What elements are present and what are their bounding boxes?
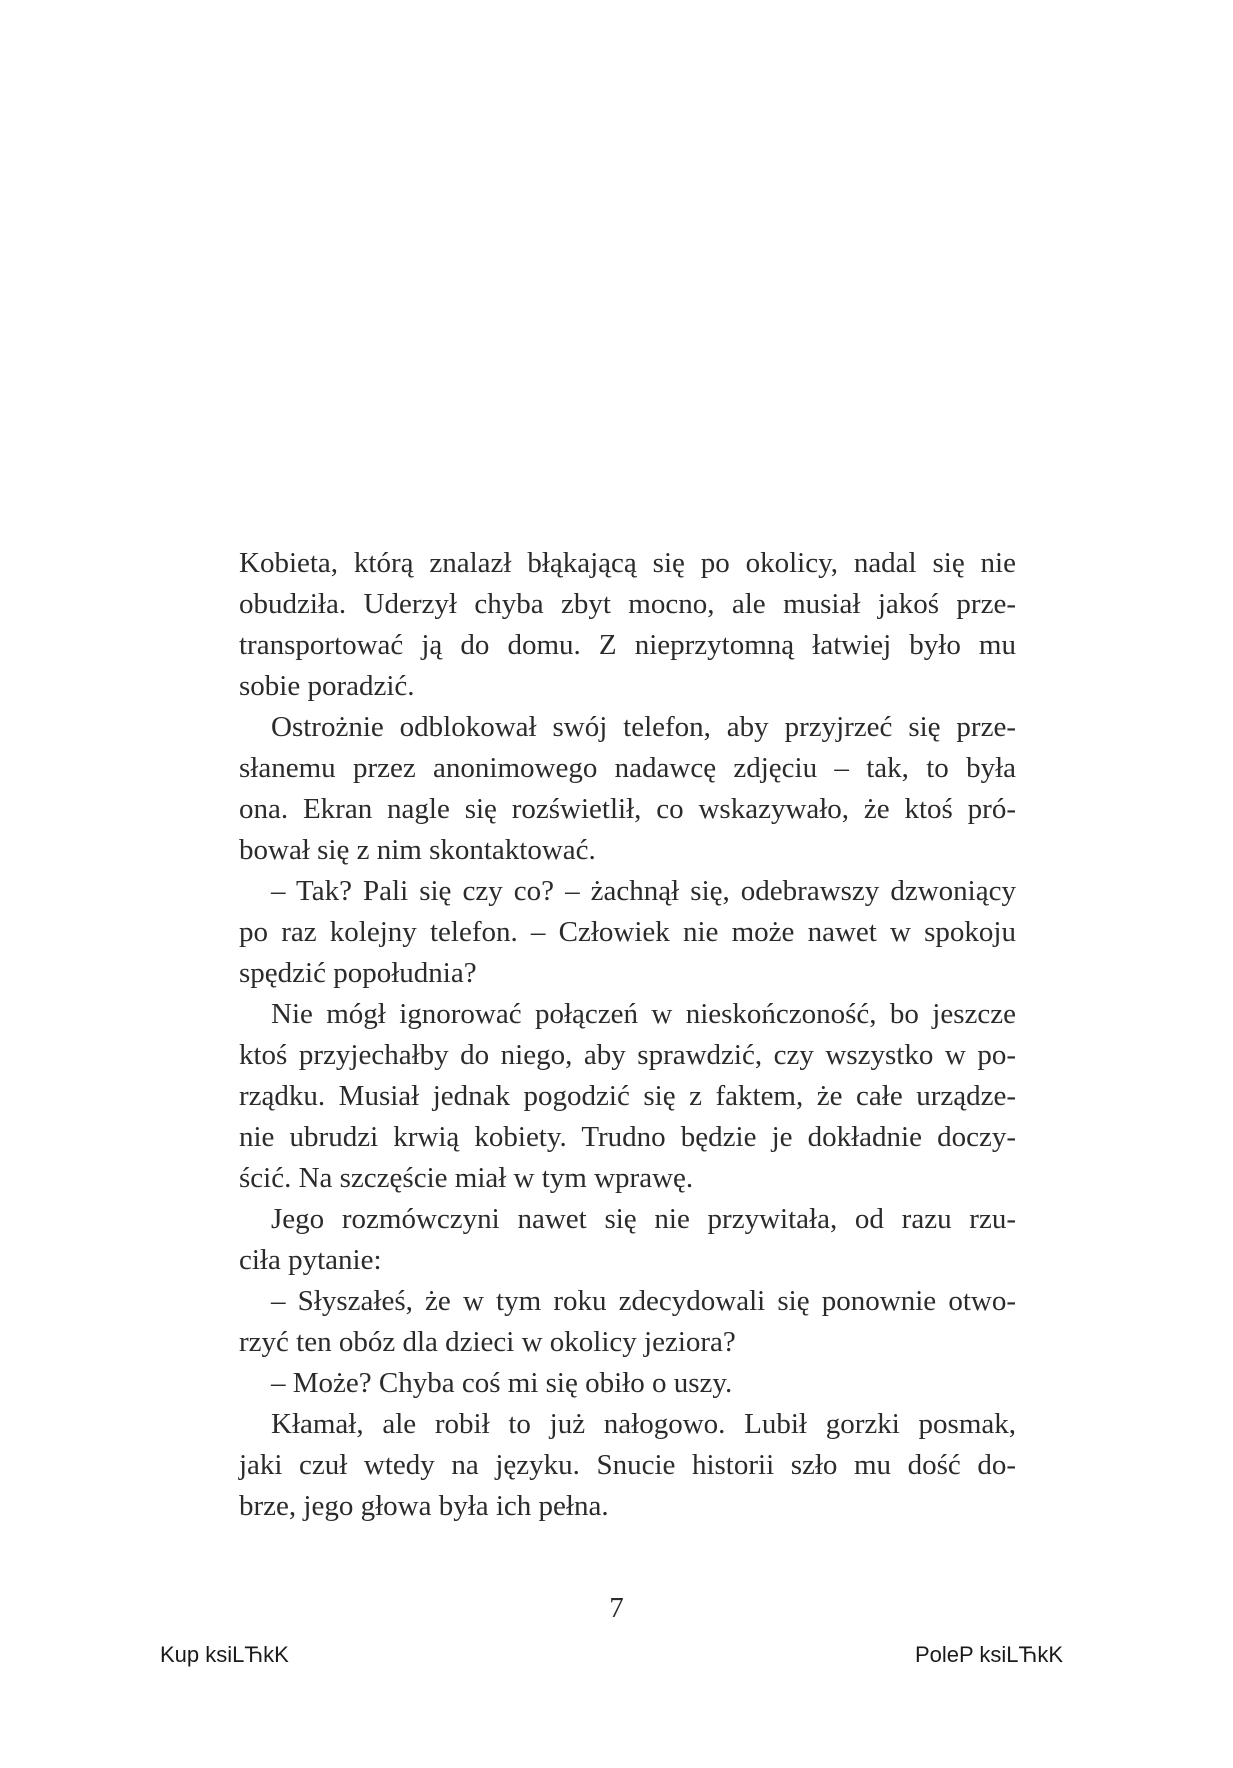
text-line: rządku. Musiał jednak pogodzić się z faktem, że całe urządze- — [239, 1080, 1016, 1112]
page-number: 7 — [609, 1592, 624, 1624]
text-line: brze, jego głowa była ich pełna. — [239, 1490, 609, 1522]
recommend-book-link[interactable]: PoleP ksiLЋkK — [914, 1642, 1063, 1667]
text-line: ona. Ekran nagle się rozświetlił, co wskazywało, że ktoś pró- — [239, 793, 1016, 825]
paragraph — [239, 1404, 1016, 1527]
paragraph — [239, 871, 1016, 994]
text-line: Kłamał, ale robił to już nałogowo. Lubił gorzki posmak, — [271, 1408, 1016, 1440]
text-line: – Może? Chyba coś mi się obiło o uszy. — [271, 1367, 733, 1399]
paragraph — [239, 543, 1016, 707]
text-line: obudziła. Uderzył chyba zbyt mocno, ale musiał jakoś prze- — [239, 588, 1016, 620]
paragraph — [239, 707, 1016, 871]
text-line: bował się z nim skontaktować. — [239, 834, 596, 866]
text-line: rzyć ten obóz dla dzieci w okolicy jeziora? — [239, 1326, 736, 1358]
text-line: ciła pytanie: — [239, 1244, 382, 1276]
text-line: po raz kolejny telefon. – Człowiek nie może nawet w spokoju — [239, 916, 1016, 948]
paragraph — [239, 1363, 1016, 1404]
text-line: sobie poradzić. — [239, 670, 415, 702]
text-line: – Słyszałeś, że w tym roku zdecydowali się ponownie otwo- — [271, 1285, 1016, 1317]
text-line: transportować ją do domu. Z nieprzytomną łatwiej było mu — [239, 629, 1016, 661]
text-line: ktoś przyjechałby do niego, aby sprawdzić, czy wszystko w po- — [239, 1039, 1016, 1071]
text-line: spędzić popołudnia? — [239, 957, 477, 989]
text-line: Kobieta, którą znalazł błąkającą się po okolicy, nadal się nie — [239, 547, 1016, 579]
text-line: jaki czuł wtedy na języku. Snucie historii szło mu dość do- — [239, 1449, 1016, 1481]
paragraph — [239, 1199, 1016, 1281]
text-line: Nie mógł ignorować połączeń w nieskończoność, bo jeszcze — [271, 998, 1016, 1030]
text-line: ścić. Na szczęście miał w tym wprawę. — [239, 1162, 694, 1194]
buy-book-link[interactable]: Kup ksiLЋkK — [160, 1642, 289, 1667]
text-line: słanemu przez anonimowego nadawcę zdjęciu – tak, to była — [239, 752, 1016, 784]
text-line: Jego rozmówczyni nawet się nie przywitała, od razu rzu- — [271, 1203, 1016, 1235]
text-line: nie ubrudzi krwią kobiety. Trudno będzie je dokładnie doczy- — [239, 1121, 1016, 1153]
text-line: – Tak? Pali się czy co? – żachnął się, odebrawszy dzwoniący — [271, 875, 1016, 907]
paragraph — [239, 1281, 1016, 1363]
text-line: Ostrożnie odblokował swój telefon, aby przyjrzeć się prze- — [271, 711, 1016, 743]
body-text — [239, 543, 1016, 1527]
paragraph — [239, 994, 1016, 1199]
